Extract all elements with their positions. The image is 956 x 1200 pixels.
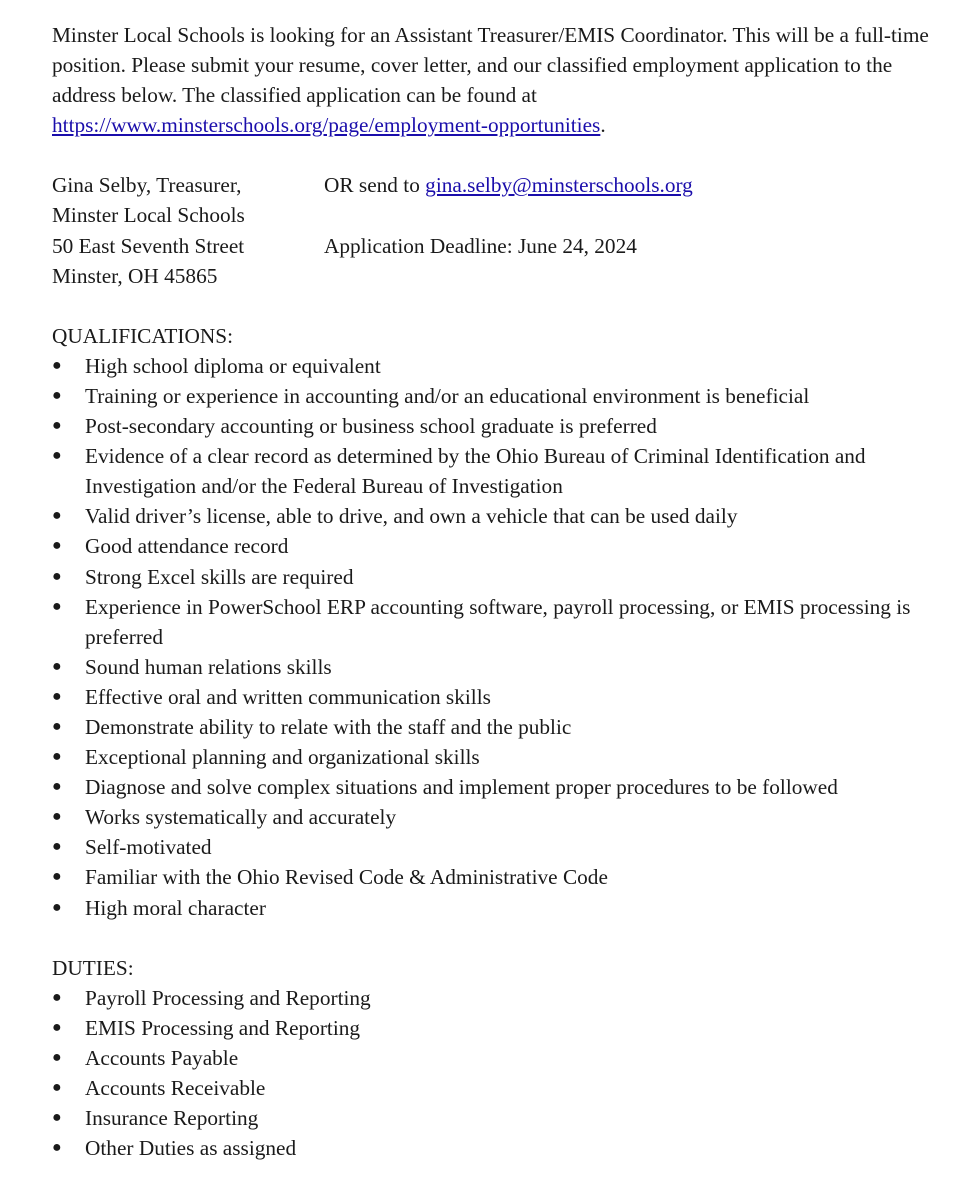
list-item xyxy=(52,802,932,832)
list-item xyxy=(52,1013,932,1043)
list-item xyxy=(52,712,932,742)
or-send-text: OR send to xyxy=(324,173,426,198)
bullet-icon: ● xyxy=(52,356,62,374)
list-item-text: EMIS Processing and Reporting xyxy=(85,1015,361,1040)
list-item-text: Strong Excel skills are required xyxy=(85,564,354,589)
contact-org: Minster Local Schools xyxy=(52,203,245,228)
list-item xyxy=(52,501,932,531)
contact-block xyxy=(52,170,932,290)
list-item xyxy=(52,441,932,501)
list-item xyxy=(52,1133,932,1163)
bullet-icon: ● xyxy=(52,597,62,615)
qualifications-title: QUALIFICATIONS: xyxy=(52,323,234,348)
list-item-text: High school diploma or equivalent xyxy=(85,353,381,378)
bullet-icon: ● xyxy=(52,537,62,555)
contact-street: 50 East Seventh Street xyxy=(52,233,245,258)
list-item xyxy=(52,531,932,561)
list-item xyxy=(52,381,932,411)
bullet-icon: ● xyxy=(52,1139,62,1157)
list-item-text: Payroll Processing and Reporting xyxy=(85,985,371,1010)
blank-cell xyxy=(324,261,932,291)
list-item xyxy=(52,862,932,892)
bullet-icon: ● xyxy=(52,868,62,886)
list-item-text: Demonstrate ability to relate with the staff and the public xyxy=(85,714,572,739)
bullet-icon: ● xyxy=(52,808,62,826)
bullet-icon: ● xyxy=(52,447,62,465)
application-deadline: Application Deadline: June 24, 2024 xyxy=(324,233,637,258)
list-item-text: Insurance Reporting xyxy=(85,1106,259,1131)
bullet-icon: ● xyxy=(52,1079,62,1096)
intro-period: . xyxy=(600,113,606,138)
intro-paragraph xyxy=(52,20,932,140)
duties-title: DUTIES: xyxy=(52,955,134,980)
list-item-text: Accounts Receivable xyxy=(85,1076,266,1100)
list-item-text: Good attendance record xyxy=(85,534,289,559)
list-item xyxy=(52,832,932,862)
list-item-text: Valid driver’s license, able to drive, and own a vehicle that can be used daily xyxy=(85,504,738,529)
list-item xyxy=(52,562,932,592)
bullet-icon: ● xyxy=(52,567,62,585)
list-item xyxy=(52,682,932,712)
list-item-text: Accounts Payable xyxy=(85,1045,239,1070)
list-item xyxy=(52,772,932,802)
duties-list xyxy=(52,983,932,1164)
list-item-text: High moral character xyxy=(85,895,266,920)
bullet-icon: ● xyxy=(52,838,62,856)
blank-cell xyxy=(324,200,932,230)
bullet-icon: ● xyxy=(52,988,62,1006)
bullet-icon: ● xyxy=(52,778,62,796)
document-page xyxy=(52,20,932,1163)
list-item xyxy=(52,1103,932,1133)
list-item-text: Experience in PowerSchool ERP accounting software, payroll processing, or EMIS processing is preferred xyxy=(85,594,911,649)
bullet-icon: ● xyxy=(52,507,62,525)
list-item xyxy=(52,592,932,652)
employment-link[interactable]: https://www.minsterschools.org/page/employment-opportunities xyxy=(52,113,601,138)
list-item xyxy=(52,652,932,682)
bullet-icon: ● xyxy=(52,898,62,916)
bullet-icon: ● xyxy=(52,417,62,435)
bullet-icon: ● xyxy=(52,657,62,675)
list-item xyxy=(52,1073,932,1103)
bullet-icon: ● xyxy=(52,687,62,705)
email-line xyxy=(324,170,932,200)
list-item-text: Other Duties as assigned xyxy=(85,1136,297,1161)
contact-name: Gina Selby, Treasurer, xyxy=(52,173,242,198)
list-item-text: Diagnose and solve complex situations and implement proper procedures to be followed xyxy=(85,775,838,800)
list-item-text: Sound human relations skills xyxy=(85,654,332,679)
bullet-icon: ● xyxy=(52,717,62,735)
list-item-text: Effective oral and written communication skills xyxy=(85,684,491,709)
bullet-icon: ● xyxy=(52,1048,62,1066)
list-item-text: Post-secondary accounting or business school graduate is preferred xyxy=(85,414,657,439)
bullet-icon: ● xyxy=(52,386,62,404)
bullet-icon: ● xyxy=(52,1018,62,1036)
list-item-text: Evidence of a clear record as determined by the Ohio Bureau of Criminal Identification and Investigation and/or the Federal Bureau of Investigation xyxy=(85,444,866,499)
list-item-text: Self-motivated xyxy=(85,835,212,860)
list-item xyxy=(52,983,932,1013)
list-item xyxy=(52,742,932,772)
contact-city: Minster, OH 45865 xyxy=(52,263,218,288)
list-item xyxy=(52,893,932,923)
email-link[interactable]: gina.selby@minsterschools.org xyxy=(425,173,693,198)
bullet-icon: ● xyxy=(52,1109,62,1127)
list-item-text: Training or experience in accounting and/or an educational environment is beneficial xyxy=(85,383,810,408)
intro-text: Minster Local Schools is looking for an Assistant Treasurer/EMIS Coordinator. This will be a full-time position. Please submit your resume, cover letter, and our classified employment application to the address below. The classified application can be found at xyxy=(52,23,929,108)
list-item-text: Works systematically and accurately xyxy=(85,805,397,830)
list-item xyxy=(52,351,932,381)
qualifications-list xyxy=(52,351,932,923)
list-item xyxy=(52,411,932,441)
list-item-text: Exceptional planning and organizational skills xyxy=(85,745,480,770)
list-item xyxy=(52,1043,932,1073)
list-item-text: Familiar with the Ohio Revised Code & Administrative Code xyxy=(85,865,608,890)
bullet-icon: ● xyxy=(52,748,62,766)
